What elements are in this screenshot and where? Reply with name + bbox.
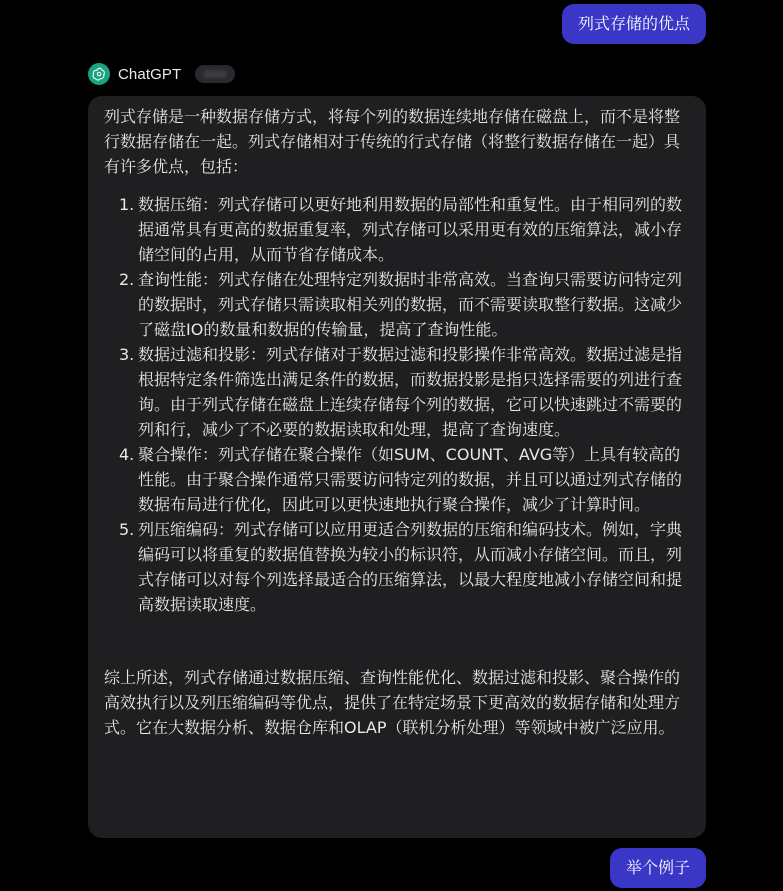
list-item-number: 5. — [119, 520, 135, 539]
list-item — [119, 517, 692, 617]
list-item-text: 数据压缩：列式存储可以更好地利用数据的局部性和重复性。由于相同列的数据通常具有更高的数据重复率，列式存储可以采用更有效的压缩算法，减小存储空间的占用，从而节省存储成本。 — [138, 195, 683, 264]
assistant-message — [88, 96, 706, 838]
list-item-number: 2. — [119, 270, 135, 289]
list-item-text: 聚合操作：列式存储在聚合操作（如SUM、COUNT、AVG等）上具有较高的性能。由于聚合操作通常只需要访问特定列的数据，并且可以通过列式存储的数据布局进行优化，因此可以更快速地执行聚合操作，减少了计算时间。 — [138, 445, 683, 514]
openai-logo-icon — [88, 63, 110, 85]
list-item — [119, 267, 692, 342]
user-message-bubble: 列式存储的优点 — [562, 4, 706, 44]
model-version-badge[interactable] — [195, 65, 235, 83]
model-name: ChatGPT — [118, 65, 182, 83]
list-item — [119, 192, 692, 267]
list-item-number: 3. — [119, 345, 135, 364]
list-item-number: 1. — [119, 195, 135, 214]
list-item-text: 数据过滤和投影：列式存储对于数据过滤和投影操作非常高效。数据过滤是指根据特定条件筛选出满足条件的数据，而数据投影是指只选择需要的列进行查询。由于列式存储在磁盘上连续存储每个列的数据，它可以快速跳过不需要的列和行，减少了不必要的数据读取和处理，提高了查询速度。 — [138, 345, 683, 439]
list-item — [119, 442, 692, 517]
assistant-header — [88, 62, 235, 86]
list-item — [119, 342, 692, 442]
user-message-bubble: 举个例子 — [610, 848, 706, 888]
advantages-list — [104, 192, 692, 617]
list-item-text: 列压缩编码：列式存储可以应用更适合列数据的压缩和编码技术。例如，字典编码可以将重复的数据值替换为较小的标识符，从而减小存储空间。而且，列式存储可以对每个列选择最适合的压缩算法，以最大程度地减小存储空间和提高数据读取速度。 — [138, 520, 683, 614]
list-item-text: 查询性能：列式存储在处理特定列数据时非常高效。当查询只需要访问特定列的数据时，列式存储只需读取相关列的数据，而不需要读取整行数据。这减少了磁盘IO的数量和数据的传输量，提高了查询性能。 — [138, 270, 683, 339]
assistant-intro-paragraph: 列式存储是一种数据存储方式，将每个列的数据连续地存储在磁盘上，而不是将整行数据存储在一起。列式存储相对于传统的行式存储（将整行数据存储在一起）具有许多优点，包括： — [104, 107, 681, 176]
list-item-number: 4. — [119, 445, 135, 464]
assistant-conclusion-paragraph: 综上所述，列式存储通过数据压缩、查询性能优化、数据过滤和投影、聚合操作的高效执行以及列压缩编码等优点，提供了在特定场景下更高效的数据存储和处理方式。它在大数据分析、数据仓库和OLAP（联机分析处理）等领域中被广泛应用。 — [104, 668, 681, 737]
